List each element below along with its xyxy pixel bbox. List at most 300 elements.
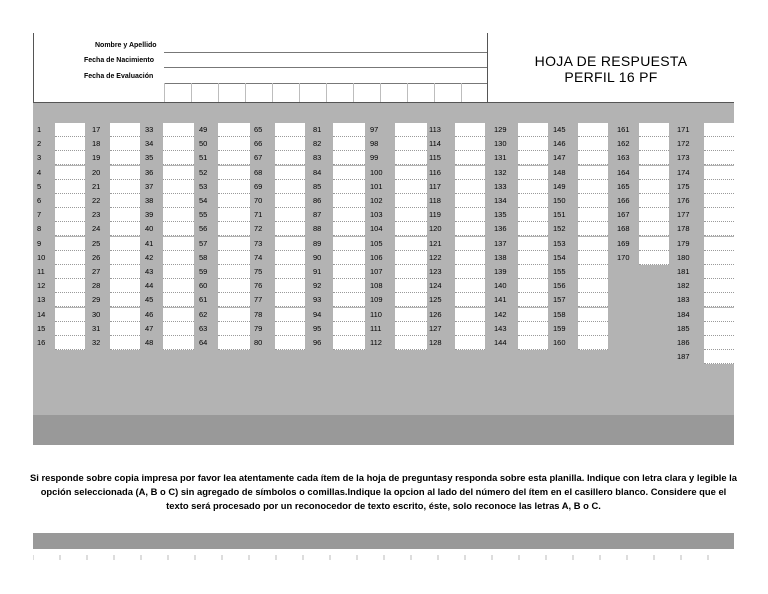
answer-box-111[interactable] bbox=[395, 322, 427, 336]
header-grid-tick bbox=[380, 83, 381, 102]
answer-box-42[interactable] bbox=[163, 251, 194, 265]
answer-box-5[interactable] bbox=[55, 180, 85, 194]
answer-box-24[interactable] bbox=[110, 222, 140, 236]
field-line-1 bbox=[164, 52, 487, 53]
item-number: 27 bbox=[92, 267, 101, 276]
answer-box-39[interactable] bbox=[163, 208, 194, 222]
answer-box-61[interactable] bbox=[218, 293, 250, 307]
item-number: 130 bbox=[494, 139, 507, 149]
answer-box-15[interactable] bbox=[55, 322, 85, 336]
answer-box-130[interactable] bbox=[518, 137, 548, 151]
item-number: 141 bbox=[494, 295, 507, 305]
answer-box-7[interactable] bbox=[55, 208, 85, 222]
answer-box-23[interactable] bbox=[110, 208, 140, 222]
answer-box-105[interactable] bbox=[395, 237, 427, 251]
item-number: 114 bbox=[429, 139, 441, 149]
answer-box-185[interactable] bbox=[704, 322, 734, 336]
answer-box-36[interactable] bbox=[163, 166, 194, 180]
answer-box-148[interactable] bbox=[578, 166, 608, 180]
item-number: 93 bbox=[313, 295, 322, 305]
answer-box-63[interactable] bbox=[218, 322, 250, 336]
answer-box-158[interactable] bbox=[578, 308, 608, 322]
answer-box-103[interactable] bbox=[395, 208, 427, 222]
answer-box-94[interactable] bbox=[333, 308, 365, 322]
answer-box-51[interactable] bbox=[218, 151, 250, 165]
instructions-text: Si responde sobre copia impresa por favor lea atentamente cada ítem de la hoja de preguntasy responda sobre esta planilla. Indique con letra clara y legible la opción seleccionada (A, B o C) sin agregado de símbolos o comillas.Indique la opcion al lado del número del ítem en el casillero blanco. Considere que el texto será procesado por un reconocedor de texto escrito, éste, solo reconoce las letras A, B o C. bbox=[30, 472, 737, 511]
answer-box-60[interactable] bbox=[218, 279, 250, 293]
item-number: 21 bbox=[92, 181, 101, 191]
answer-box-107[interactable] bbox=[395, 265, 427, 279]
answer-box-109[interactable] bbox=[395, 293, 427, 307]
answer-box-27[interactable] bbox=[110, 265, 140, 279]
answer-box-48[interactable] bbox=[163, 336, 194, 350]
answer-box-93[interactable] bbox=[333, 293, 365, 307]
answer-box-116[interactable] bbox=[455, 166, 485, 180]
answer-box-187[interactable] bbox=[704, 350, 734, 364]
item-number: 94 bbox=[313, 309, 322, 319]
answer-box-183[interactable] bbox=[704, 293, 734, 307]
item-number: 7 bbox=[37, 210, 42, 220]
item-number: 47 bbox=[145, 323, 154, 333]
answer-box-126[interactable] bbox=[455, 308, 485, 322]
answer-box-145[interactable] bbox=[578, 123, 608, 137]
item-number: 178 bbox=[677, 224, 690, 234]
item-number: 15 bbox=[37, 323, 46, 333]
answer-box-29[interactable] bbox=[110, 293, 140, 307]
answer-box-121[interactable] bbox=[455, 237, 485, 251]
item-number: 63 bbox=[199, 323, 208, 333]
item-number: 14 bbox=[37, 309, 46, 319]
answer-box-17[interactable] bbox=[110, 123, 140, 137]
answer-box-160[interactable] bbox=[578, 336, 608, 350]
item-number: 83 bbox=[313, 153, 322, 163]
answer-box-73[interactable] bbox=[275, 237, 305, 251]
answer-box-43[interactable] bbox=[163, 265, 194, 279]
answer-box-164[interactable] bbox=[639, 166, 669, 180]
item-number: 109 bbox=[370, 295, 383, 305]
answer-box-28[interactable] bbox=[110, 279, 140, 293]
item-number: 26 bbox=[92, 252, 101, 262]
header-section bbox=[33, 33, 734, 103]
answer-box-152[interactable] bbox=[578, 222, 608, 236]
item-number: 30 bbox=[92, 309, 101, 319]
answer-box-165[interactable] bbox=[639, 180, 669, 194]
answer-box-102[interactable] bbox=[395, 194, 427, 208]
answer-box-132[interactable] bbox=[518, 166, 548, 180]
answer-box-161[interactable] bbox=[639, 123, 669, 137]
answer-box-127[interactable] bbox=[455, 322, 485, 336]
answer-box-175[interactable] bbox=[704, 180, 734, 194]
answer-box-125[interactable] bbox=[455, 293, 485, 307]
item-number: 117 bbox=[429, 181, 441, 191]
item-number: 71 bbox=[254, 210, 263, 220]
item-number: 77 bbox=[254, 295, 263, 305]
answer-box-44[interactable] bbox=[163, 279, 194, 293]
answer-box-3[interactable] bbox=[55, 151, 85, 165]
answer-box-141[interactable] bbox=[518, 293, 548, 307]
answer-box-131[interactable] bbox=[518, 151, 548, 165]
item-number: 49 bbox=[199, 125, 208, 134]
answer-box-50[interactable] bbox=[218, 137, 250, 151]
answer-box-120[interactable] bbox=[455, 222, 485, 236]
answer-box-180[interactable] bbox=[704, 251, 734, 265]
answer-box-1[interactable] bbox=[55, 123, 85, 137]
answer-box-52[interactable] bbox=[218, 166, 250, 180]
answer-box-53[interactable] bbox=[218, 180, 250, 194]
answer-box-26[interactable] bbox=[110, 251, 140, 265]
answer-box-118[interactable] bbox=[455, 194, 485, 208]
item-number: 187 bbox=[677, 352, 690, 362]
answer-box-11[interactable] bbox=[55, 265, 85, 279]
answer-box-83[interactable] bbox=[333, 151, 365, 165]
item-number: 125 bbox=[429, 295, 442, 305]
answer-box-38[interactable] bbox=[163, 194, 194, 208]
answer-box-100[interactable] bbox=[395, 166, 427, 180]
item-number: 183 bbox=[677, 295, 690, 305]
item-number: 174 bbox=[677, 167, 690, 177]
item-number: 29 bbox=[92, 295, 101, 305]
answer-box-12[interactable] bbox=[55, 279, 85, 293]
item-number: 131 bbox=[494, 153, 507, 163]
item-number: 120 bbox=[429, 224, 442, 234]
answer-box-81[interactable] bbox=[333, 123, 365, 137]
answer-box-10[interactable] bbox=[55, 251, 85, 265]
answer-sheet bbox=[30, 33, 737, 560]
item-number: 179 bbox=[677, 238, 690, 248]
item-number: 107 bbox=[370, 267, 383, 276]
item-number: 104 bbox=[370, 224, 383, 234]
header-grid-tick bbox=[272, 83, 273, 102]
answer-box-178[interactable] bbox=[704, 222, 734, 236]
item-number: 64 bbox=[199, 338, 208, 347]
answer-box-88[interactable] bbox=[333, 222, 365, 236]
answer-box-117[interactable] bbox=[455, 180, 485, 194]
answer-box-123[interactable] bbox=[455, 265, 485, 279]
item-number: 138 bbox=[494, 252, 507, 262]
item-number: 72 bbox=[254, 224, 263, 234]
answer-box-179[interactable] bbox=[704, 237, 734, 251]
answer-box-13[interactable] bbox=[55, 293, 85, 307]
item-number: 11 bbox=[37, 267, 45, 276]
header-grid-tick bbox=[245, 83, 246, 102]
item-number: 12 bbox=[37, 281, 46, 291]
answer-box-90[interactable] bbox=[333, 251, 365, 265]
item-number: 156 bbox=[553, 281, 566, 291]
answer-box-74[interactable] bbox=[275, 251, 305, 265]
answer-box-4[interactable] bbox=[55, 166, 85, 180]
answer-box-142[interactable] bbox=[518, 308, 548, 322]
answer-box-79[interactable] bbox=[275, 322, 305, 336]
item-number: 136 bbox=[494, 224, 507, 234]
answer-box-162[interactable] bbox=[639, 137, 669, 151]
answer-box-78[interactable] bbox=[275, 308, 305, 322]
item-number: 103 bbox=[370, 210, 383, 220]
answer-box-19[interactable] bbox=[110, 151, 140, 165]
answer-box-31[interactable] bbox=[110, 322, 140, 336]
item-number: 99 bbox=[370, 153, 379, 163]
answer-box-173[interactable] bbox=[704, 151, 734, 165]
answer-box-49[interactable] bbox=[218, 123, 250, 137]
answer-box-138[interactable] bbox=[518, 251, 548, 265]
item-number: 35 bbox=[145, 153, 154, 163]
answer-box-151[interactable] bbox=[578, 208, 608, 222]
item-number: 175 bbox=[677, 181, 690, 191]
item-number: 53 bbox=[199, 181, 208, 191]
answer-box-163[interactable] bbox=[639, 151, 669, 165]
item-number: 168 bbox=[617, 224, 630, 234]
answer-box-153[interactable] bbox=[578, 237, 608, 251]
answer-box-106[interactable] bbox=[395, 251, 427, 265]
item-number: 108 bbox=[370, 281, 383, 291]
answer-box-122[interactable] bbox=[455, 251, 485, 265]
answer-box-9[interactable] bbox=[55, 237, 85, 251]
answer-box-21[interactable] bbox=[110, 180, 140, 194]
item-number: 41 bbox=[145, 238, 154, 248]
item-number: 16 bbox=[37, 338, 46, 347]
answer-box-82[interactable] bbox=[333, 137, 365, 151]
item-number: 176 bbox=[677, 196, 690, 205]
item-number: 91 bbox=[313, 267, 322, 276]
answer-box-33[interactable] bbox=[163, 123, 194, 137]
header-grid-tick bbox=[326, 83, 327, 102]
item-number: 80 bbox=[254, 338, 263, 347]
answer-box-149[interactable] bbox=[578, 180, 608, 194]
answer-box-66[interactable] bbox=[275, 137, 305, 151]
item-number: 184 bbox=[677, 309, 690, 319]
item-number: 143 bbox=[494, 323, 507, 333]
answer-box-150[interactable] bbox=[578, 194, 608, 208]
answer-box-92[interactable] bbox=[333, 279, 365, 293]
answer-box-80[interactable] bbox=[275, 336, 305, 350]
item-number: 37 bbox=[145, 181, 154, 191]
item-number: 170 bbox=[617, 252, 630, 262]
answer-box-157[interactable] bbox=[578, 293, 608, 307]
item-number: 56 bbox=[199, 224, 208, 234]
answer-box-20[interactable] bbox=[110, 166, 140, 180]
answer-box-172[interactable] bbox=[704, 137, 734, 151]
answer-box-68[interactable] bbox=[275, 166, 305, 180]
item-number: 162 bbox=[617, 139, 630, 149]
answer-box-181[interactable] bbox=[704, 265, 734, 279]
answer-box-137[interactable] bbox=[518, 237, 548, 251]
item-number: 39 bbox=[145, 210, 154, 220]
item-number: 180 bbox=[677, 252, 690, 262]
header-grid-tick bbox=[434, 83, 435, 102]
answer-box-147[interactable] bbox=[578, 151, 608, 165]
item-number: 169 bbox=[617, 238, 630, 248]
item-number: 36 bbox=[145, 167, 154, 177]
answer-box-40[interactable] bbox=[163, 222, 194, 236]
answer-box-56[interactable] bbox=[218, 222, 250, 236]
item-number: 157 bbox=[553, 295, 566, 305]
answer-box-65[interactable] bbox=[275, 123, 305, 137]
answer-box-46[interactable] bbox=[163, 308, 194, 322]
item-number: 1 bbox=[37, 125, 42, 134]
answer-box-22[interactable] bbox=[110, 194, 140, 208]
item-number: 68 bbox=[254, 167, 263, 177]
answer-box-69[interactable] bbox=[275, 180, 305, 194]
item-number: 112 bbox=[370, 338, 382, 347]
answer-box-166[interactable] bbox=[639, 194, 669, 208]
answer-box-186[interactable] bbox=[704, 336, 734, 350]
answer-box-182[interactable] bbox=[704, 279, 734, 293]
item-number: 142 bbox=[494, 309, 507, 319]
answer-box-155[interactable] bbox=[578, 265, 608, 279]
answer-box-119[interactable] bbox=[455, 208, 485, 222]
answer-box-87[interactable] bbox=[333, 208, 365, 222]
item-number: 34 bbox=[145, 139, 154, 149]
answer-box-35[interactable] bbox=[163, 151, 194, 165]
item-number: 90 bbox=[313, 252, 322, 262]
answer-box-2[interactable] bbox=[55, 137, 85, 151]
answer-box-170[interactable] bbox=[639, 251, 669, 265]
answer-box-96[interactable] bbox=[333, 336, 365, 350]
item-number: 67 bbox=[254, 153, 263, 163]
answer-box-89[interactable] bbox=[333, 237, 365, 251]
answer-box-14[interactable] bbox=[55, 308, 85, 322]
item-number: 33 bbox=[145, 125, 154, 134]
answer-box-146[interactable] bbox=[578, 137, 608, 151]
item-number: 111 bbox=[370, 323, 382, 333]
answer-box-58[interactable] bbox=[218, 251, 250, 265]
answer-box-34[interactable] bbox=[163, 137, 194, 151]
answer-box-98[interactable] bbox=[395, 137, 427, 151]
item-number: 97 bbox=[370, 125, 379, 134]
sheet-title: HOJA DE RESPUESTA bbox=[534, 53, 688, 69]
answer-box-91[interactable] bbox=[333, 265, 365, 279]
answer-box-171[interactable] bbox=[704, 123, 734, 137]
answer-box-25[interactable] bbox=[110, 237, 140, 251]
item-number: 5 bbox=[37, 181, 42, 191]
answer-box-140[interactable] bbox=[518, 279, 548, 293]
answer-box-114[interactable] bbox=[455, 137, 485, 151]
answer-box-97[interactable] bbox=[395, 123, 427, 137]
answer-box-18[interactable] bbox=[110, 137, 140, 151]
answer-box-75[interactable] bbox=[275, 265, 305, 279]
item-number: 2 bbox=[37, 139, 42, 149]
answer-box-177[interactable] bbox=[704, 208, 734, 222]
answer-box-37[interactable] bbox=[163, 180, 194, 194]
answer-box-110[interactable] bbox=[395, 308, 427, 322]
item-number: 134 bbox=[494, 196, 507, 205]
answer-box-174[interactable] bbox=[704, 166, 734, 180]
answer-box-169[interactable] bbox=[639, 237, 669, 251]
header-grid-tick bbox=[164, 83, 165, 102]
answer-box-85[interactable] bbox=[333, 180, 365, 194]
answer-box-184[interactable] bbox=[704, 308, 734, 322]
answer-box-112[interactable] bbox=[395, 336, 427, 350]
item-number: 73 bbox=[254, 238, 263, 248]
answer-box-135[interactable] bbox=[518, 208, 548, 222]
answer-box-30[interactable] bbox=[110, 308, 140, 322]
answer-box-77[interactable] bbox=[275, 293, 305, 307]
answer-box-32[interactable] bbox=[110, 336, 140, 350]
answer-box-71[interactable] bbox=[275, 208, 305, 222]
item-number: 129 bbox=[494, 125, 507, 134]
answer-box-115[interactable] bbox=[455, 151, 485, 165]
answer-box-108[interactable] bbox=[395, 279, 427, 293]
answer-box-154[interactable] bbox=[578, 251, 608, 265]
answer-box-95[interactable] bbox=[333, 322, 365, 336]
answer-box-86[interactable] bbox=[333, 194, 365, 208]
item-number: 50 bbox=[199, 139, 208, 149]
footer-ticks bbox=[33, 555, 734, 561]
answer-box-57[interactable] bbox=[218, 237, 250, 251]
answer-box-62[interactable] bbox=[218, 308, 250, 322]
item-number: 164 bbox=[617, 167, 630, 177]
item-number: 52 bbox=[199, 167, 208, 177]
answer-box-159[interactable] bbox=[578, 322, 608, 336]
item-number: 19 bbox=[92, 153, 101, 163]
answer-box-6[interactable] bbox=[55, 194, 85, 208]
item-number: 154 bbox=[553, 252, 566, 262]
answer-box-168[interactable] bbox=[639, 222, 669, 236]
answer-box-167[interactable] bbox=[639, 208, 669, 222]
answer-box-45[interactable] bbox=[163, 293, 194, 307]
header-grid-tick bbox=[299, 83, 300, 102]
answer-box-47[interactable] bbox=[163, 322, 194, 336]
item-number: 122 bbox=[429, 252, 442, 262]
answer-box-101[interactable] bbox=[395, 180, 427, 194]
answer-box-143[interactable] bbox=[518, 322, 548, 336]
answer-box-67[interactable] bbox=[275, 151, 305, 165]
item-number: 163 bbox=[617, 153, 630, 163]
answer-box-129[interactable] bbox=[518, 123, 548, 137]
answer-box-16[interactable] bbox=[55, 336, 85, 350]
answer-box-133[interactable] bbox=[518, 180, 548, 194]
item-number: 182 bbox=[677, 281, 690, 291]
answer-box-8[interactable] bbox=[55, 222, 85, 236]
answer-box-104[interactable] bbox=[395, 222, 427, 236]
answer-box-70[interactable] bbox=[275, 194, 305, 208]
field-label-1: Nombre y Apellido bbox=[95, 42, 157, 49]
item-number: 87 bbox=[313, 210, 322, 220]
answer-box-113[interactable] bbox=[455, 123, 485, 137]
answer-box-41[interactable] bbox=[163, 237, 194, 251]
item-number: 137 bbox=[494, 238, 507, 248]
answer-box-64[interactable] bbox=[218, 336, 250, 350]
answer-box-139[interactable] bbox=[518, 265, 548, 279]
answer-box-55[interactable] bbox=[218, 208, 250, 222]
item-number: 40 bbox=[145, 224, 154, 234]
item-number: 118 bbox=[429, 196, 441, 205]
header-grid-tick bbox=[191, 83, 192, 102]
answer-box-156[interactable] bbox=[578, 279, 608, 293]
answer-box-54[interactable] bbox=[218, 194, 250, 208]
answer-grid bbox=[33, 103, 734, 445]
answer-box-72[interactable] bbox=[275, 222, 305, 236]
item-number: 38 bbox=[145, 196, 154, 205]
item-number: 177 bbox=[677, 210, 690, 220]
answer-box-128[interactable] bbox=[455, 336, 485, 350]
answer-box-134[interactable] bbox=[518, 194, 548, 208]
answer-box-84[interactable] bbox=[333, 166, 365, 180]
item-number: 135 bbox=[494, 210, 507, 220]
answer-box-124[interactable] bbox=[455, 279, 485, 293]
field-label-2: Fecha de Nacimiento bbox=[84, 57, 155, 64]
answer-box-59[interactable] bbox=[218, 265, 250, 279]
answer-box-136[interactable] bbox=[518, 222, 548, 236]
item-number: 100 bbox=[370, 167, 383, 177]
header-grid-tick bbox=[353, 83, 354, 102]
item-number: 43 bbox=[145, 267, 154, 276]
answer-box-76[interactable] bbox=[275, 279, 305, 293]
item-number: 81 bbox=[313, 125, 322, 134]
answer-box-99[interactable] bbox=[395, 151, 427, 165]
answer-box-144[interactable] bbox=[518, 336, 548, 350]
item-number: 133 bbox=[494, 181, 507, 191]
answer-box-176[interactable] bbox=[704, 194, 734, 208]
